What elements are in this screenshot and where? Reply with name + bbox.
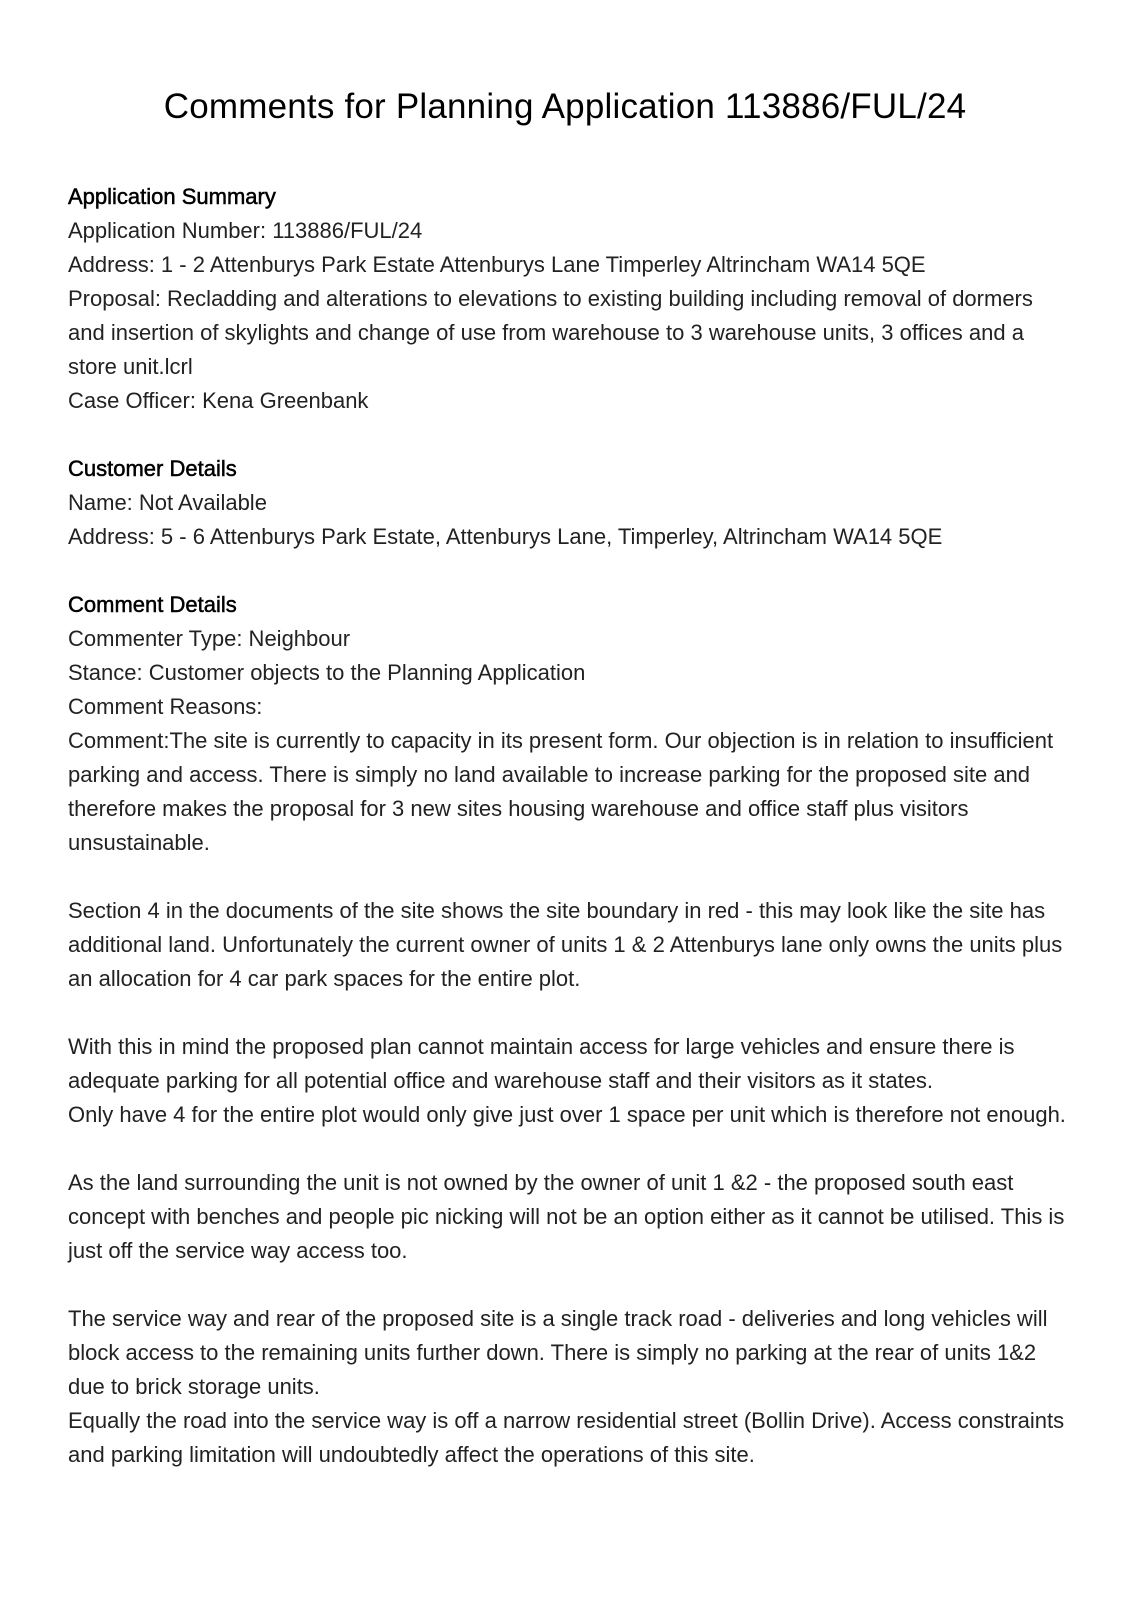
comment-details-heading: Comment Details [68, 592, 237, 617]
comment-paragraph: Section 4 in the documents of the site shows the site boundary in red - this may look like the site has additional land. Unfortunately the current owner of units 1 & 2 Attenburys lane only owns the units plus an allocation for 4 car park spaces for the entire plot. [68, 898, 1063, 991]
application-address: Address: 1 - 2 Attenburys Park Estate Attenburys Lane Timperley Altrincham WA14 5QE [68, 252, 926, 277]
stance: Stance: Customer objects to the Planning Application [68, 660, 586, 685]
application-summary-heading: Application Summary [68, 184, 276, 209]
comment-paragraph: Equally the road into the service way is off a narrow residential street (Bollin Drive). Access constraints and parking limitation will undoubtedly affect the operations of this site. [68, 1408, 1065, 1467]
comment-paragraph: Only have 4 for the entire plot would only give just over 1 space per unit which is therefore not enough. [68, 1102, 1066, 1127]
comment-details-section [68, 588, 1068, 1472]
application-summary-section [68, 180, 1068, 418]
application-number: Application Number: 113886/FUL/24 [68, 218, 423, 243]
comment-paragraph: As the land surrounding the unit is not owned by the owner of unit 1 &2 - the proposed south east concept with benches and people pic nicking will not be an option either as it cannot be utilised. This is just off the service way access too. [68, 1170, 1065, 1263]
customer-details-heading: Customer Details [68, 456, 237, 481]
case-officer: Case Officer: Kena Greenbank [68, 388, 369, 413]
comment-paragraph: With this in mind the proposed plan cannot maintain access for large vehicles and ensure there is adequate parking for all potential office and warehouse staff and their visitors as it states. [68, 1034, 1015, 1093]
customer-address: Address: 5 - 6 Attenburys Park Estate, Attenburys Lane, Timperley, Altrincham WA14 5QE [68, 524, 943, 549]
comment-paragraph: Comment:The site is currently to capacity in its present form. Our objection is in relation to insufficient parking and access. There is simply no land available to increase parking for the proposed site and therefore makes the proposal for 3 new sites housing warehouse and office staff plus visitors unsustainable. [68, 728, 1054, 855]
customer-details-section [68, 452, 1068, 554]
page-title: Comments for Planning Application 113886/FUL/24 [163, 87, 967, 126]
application-proposal: Proposal: Recladding and alterations to elevations to existing building including removal of dormers and insertion of skylights and change of use from warehouse to 3 warehouse units, 3 offices and a store unit.lcrl [68, 286, 1033, 379]
comment-paragraph: The service way and rear of the proposed site is a single track road - deliveries and long vehicles will block access to the remaining units further down. There is simply no parking at the rear of units 1&2 due to brick storage units. [68, 1306, 1048, 1399]
customer-name: Name: Not Available [68, 490, 267, 515]
comment-reasons: Comment Reasons: [68, 694, 263, 719]
document-body [68, 180, 1068, 1506]
commenter-type: Commenter Type: Neighbour [68, 626, 351, 651]
